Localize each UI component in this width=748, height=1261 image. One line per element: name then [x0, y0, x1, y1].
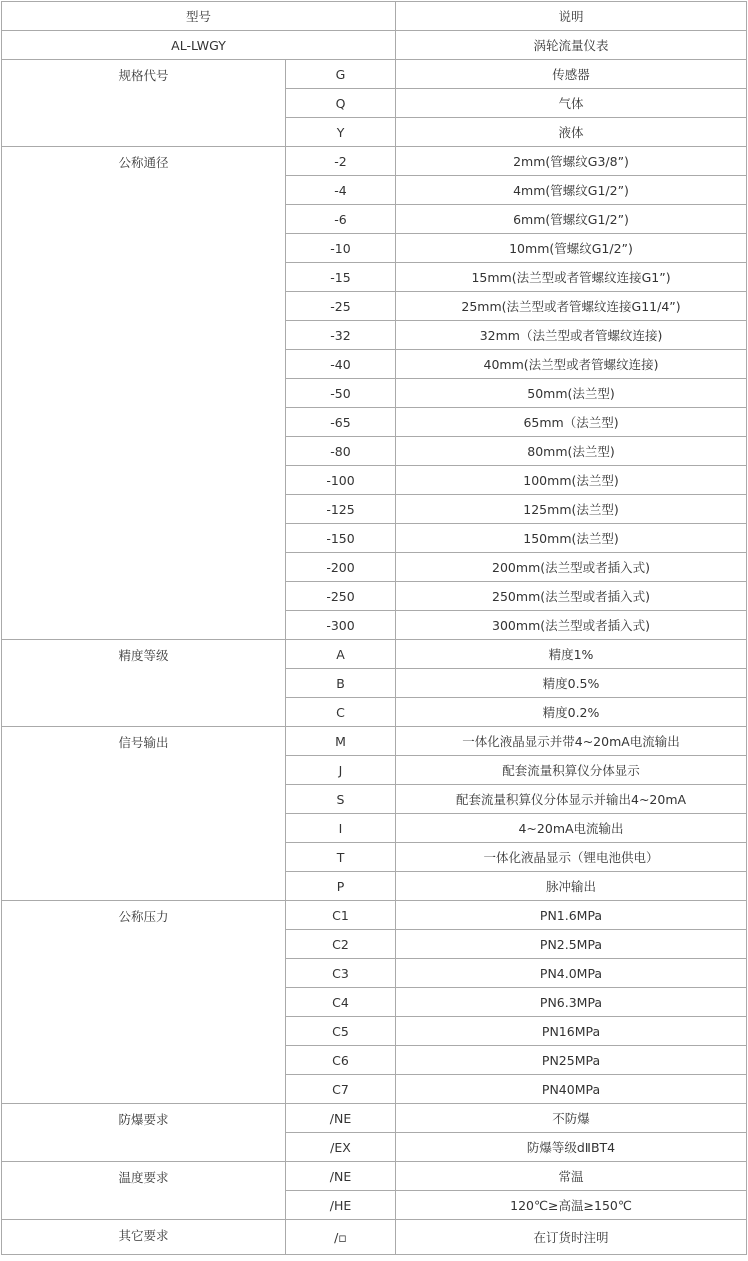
option-description: 常温 [396, 1162, 747, 1191]
option-code: C1 [286, 901, 396, 930]
option-description: PN4.0MPa [396, 959, 747, 988]
option-description: 精度0.5% [396, 669, 747, 698]
option-description: 不防爆 [396, 1104, 747, 1133]
option-description: 传感器 [396, 60, 747, 89]
option-description: 80mm(法兰型) [396, 437, 747, 466]
option-description: 精度1% [396, 640, 747, 669]
model-selection-table [1, 1, 747, 1255]
option-code: B [286, 669, 396, 698]
option-description: 4mm(管螺纹G1/2”) [396, 176, 747, 205]
option-code: -32 [286, 321, 396, 350]
option-code: -300 [286, 611, 396, 640]
option-code: -50 [286, 379, 396, 408]
option-code: C6 [286, 1046, 396, 1075]
option-description: 气体 [396, 89, 747, 118]
option-code: T [286, 843, 396, 872]
option-description: PN6.3MPa [396, 988, 747, 1017]
option-description: PN40MPa [396, 1075, 747, 1104]
table-row [2, 1220, 747, 1255]
option-code: Q [286, 89, 396, 118]
option-code: C [286, 698, 396, 727]
option-description: 200mm(法兰型或者插入式) [396, 553, 747, 582]
option-code: -6 [286, 205, 396, 234]
option-code: J [286, 756, 396, 785]
model-row [2, 31, 747, 60]
option-description: 配套流量积算仪分体显示并输出4~20mA [396, 785, 747, 814]
group-label: 精度等级 [2, 640, 286, 727]
option-code: -4 [286, 176, 396, 205]
option-description: 精度0.2% [396, 698, 747, 727]
option-description: 40mm(法兰型或者管螺纹连接) [396, 350, 747, 379]
option-code: M [286, 727, 396, 756]
option-code: I [286, 814, 396, 843]
option-description: PN25MPa [396, 1046, 747, 1075]
option-code: /HE [286, 1191, 396, 1220]
option-code: -100 [286, 466, 396, 495]
option-description: 防爆等级dⅡBT4 [396, 1133, 747, 1162]
group-label: 公称通径 [2, 147, 286, 640]
option-description: 125mm(法兰型) [396, 495, 747, 524]
option-code: G [286, 60, 396, 89]
option-description: 250mm(法兰型或者插入式) [396, 582, 747, 611]
group-label: 信号输出 [2, 727, 286, 901]
option-code: /NE [286, 1162, 396, 1191]
option-code: -125 [286, 495, 396, 524]
option-code: /EX [286, 1133, 396, 1162]
group-label: 规格代号 [2, 60, 286, 147]
option-code: S [286, 785, 396, 814]
option-description: 65mm（法兰型) [396, 408, 747, 437]
option-code: C4 [286, 988, 396, 1017]
option-code: -25 [286, 292, 396, 321]
option-code: C7 [286, 1075, 396, 1104]
option-description: 液体 [396, 118, 747, 147]
option-description: 一体化液晶显示并带4~20mA电流输出 [396, 727, 747, 756]
model-description: 涡轮流量仪表 [396, 31, 747, 60]
option-description: 一体化液晶显示（锂电池供电） [396, 843, 747, 872]
header-model: 型号 [2, 2, 396, 31]
option-description: 50mm(法兰型) [396, 379, 747, 408]
model-code: AL-LWGY [2, 31, 396, 60]
option-code: /▫ [286, 1220, 396, 1255]
option-description: 6mm(管螺纹G1/2”) [396, 205, 747, 234]
group-label: 温度要求 [2, 1162, 286, 1220]
option-code: -10 [286, 234, 396, 263]
option-code: C5 [286, 1017, 396, 1046]
option-code: A [286, 640, 396, 669]
option-code: C2 [286, 930, 396, 959]
group-label: 公称压力 [2, 901, 286, 1104]
option-description: 2mm(管螺纹G3/8”) [396, 147, 747, 176]
option-description: PN2.5MPa [396, 930, 747, 959]
table-row [2, 727, 747, 756]
option-code: P [286, 872, 396, 901]
option-code: -200 [286, 553, 396, 582]
option-description: 脉冲输出 [396, 872, 747, 901]
option-description: PN16MPa [396, 1017, 747, 1046]
table-row [2, 1162, 747, 1191]
header-row [2, 2, 747, 31]
option-description: 在订货时注明 [396, 1220, 747, 1255]
option-description: 150mm(法兰型) [396, 524, 747, 553]
option-description: 32mm（法兰型或者管螺纹连接) [396, 321, 747, 350]
option-code: -65 [286, 408, 396, 437]
option-code: -80 [286, 437, 396, 466]
header-description: 说明 [396, 2, 747, 31]
option-code: /NE [286, 1104, 396, 1133]
option-description: PN1.6MPa [396, 901, 747, 930]
table-row [2, 640, 747, 669]
option-code: -40 [286, 350, 396, 379]
option-description: 100mm(法兰型) [396, 466, 747, 495]
table-row [2, 60, 747, 89]
option-description: 120℃≥高温≥150℃ [396, 1191, 747, 1220]
option-code: C3 [286, 959, 396, 988]
option-code: Y [286, 118, 396, 147]
option-description: 配套流量积算仪分体显示 [396, 756, 747, 785]
group-label: 其它要求 [2, 1220, 286, 1255]
option-description: 300mm(法兰型或者插入式) [396, 611, 747, 640]
option-description: 10mm(管螺纹G1/2”) [396, 234, 747, 263]
table-row [2, 901, 747, 930]
table-row [2, 1104, 747, 1133]
option-code: -250 [286, 582, 396, 611]
option-description: 15mm(法兰型或者管螺纹连接G1”) [396, 263, 747, 292]
option-description: 25mm(法兰型或者管螺纹连接G11/4”) [396, 292, 747, 321]
option-code: -15 [286, 263, 396, 292]
table-row [2, 147, 747, 176]
option-code: -2 [286, 147, 396, 176]
group-label: 防爆要求 [2, 1104, 286, 1162]
option-description: 4~20mA电流输出 [396, 814, 747, 843]
option-code: -150 [286, 524, 396, 553]
